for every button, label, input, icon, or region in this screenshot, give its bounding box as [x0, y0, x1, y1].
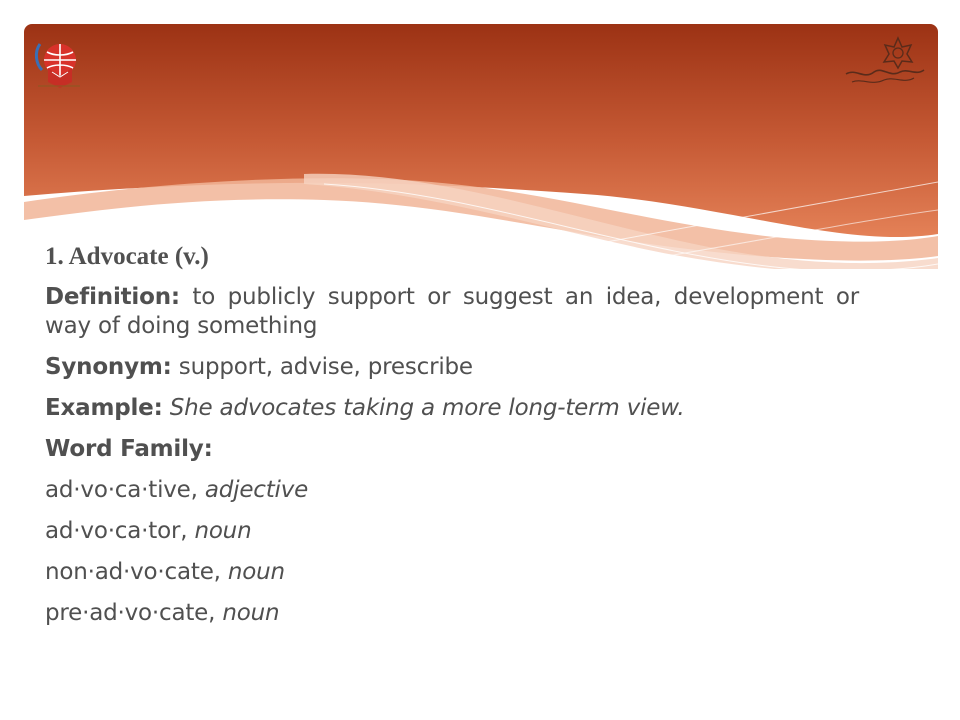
word-separator: ,: [213, 559, 228, 585]
example-label: Example:: [45, 395, 163, 421]
part-of-speech: noun: [222, 600, 280, 626]
definition-text: to publicly support or suggest an idea, development or way of doing something: [45, 284, 859, 339]
word-separator: ,: [190, 477, 205, 503]
synonym-line: [45, 353, 859, 382]
definition-label: Definition:: [45, 284, 180, 310]
word-family-item: [45, 517, 859, 546]
word-family-label: Word Family:: [45, 436, 213, 462]
slide-content: [45, 238, 859, 628]
example-text: She advocates taking a more long-term view.: [162, 395, 685, 421]
word-form: non·ad·vo·cate: [45, 559, 214, 585]
word-family-item: [45, 599, 859, 628]
edc-logo-icon: [30, 34, 86, 94]
part-of-speech: adjective: [204, 477, 309, 503]
synonym-text: support, advise, prescribe: [171, 354, 473, 380]
slide-heading: 1. Advocate (v.): [45, 243, 209, 270]
word-separator: ,: [208, 600, 223, 626]
word-form: ad·vo·ca·tor: [45, 518, 181, 544]
word-family-item: [45, 476, 859, 505]
part-of-speech: noun: [227, 559, 285, 585]
synonym-label: Synonym:: [45, 354, 172, 380]
word-form: pre·ad·vo·cate: [45, 600, 209, 626]
word-separator: ,: [180, 518, 195, 544]
word-form: ad·vo·ca·tive: [45, 477, 191, 503]
definition-line: [45, 283, 859, 341]
example-line: [45, 394, 859, 423]
word-family-item: [45, 558, 859, 587]
university-logo-icon: [842, 34, 926, 90]
part-of-speech: noun: [194, 518, 252, 544]
